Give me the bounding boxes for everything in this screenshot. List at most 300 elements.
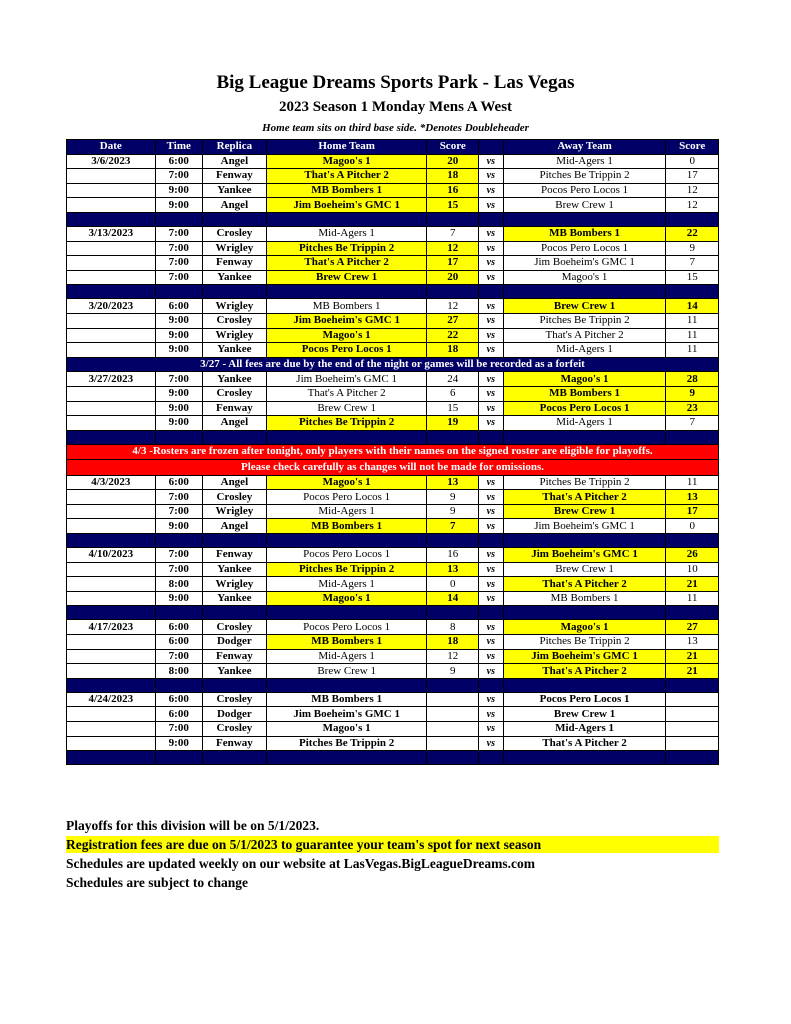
game-row bbox=[67, 226, 719, 241]
page-subtitle: 2023 Season 1 Monday Mens A West bbox=[278, 99, 513, 115]
home-team: MB Bombers 1 bbox=[266, 299, 427, 314]
game-date bbox=[67, 343, 156, 358]
home-team: Mid-Agers 1 bbox=[266, 504, 427, 519]
home-score: 24 bbox=[427, 372, 479, 387]
separator-cell bbox=[202, 212, 266, 226]
separator-cell bbox=[478, 751, 503, 765]
separator-cell bbox=[666, 606, 719, 620]
vs-label: vs bbox=[478, 198, 503, 213]
game-row bbox=[67, 736, 719, 751]
vs-label: vs bbox=[478, 692, 503, 707]
separator-cell bbox=[155, 212, 202, 226]
game-date: 3/6/2023 bbox=[67, 154, 156, 169]
game-replica: Fenway bbox=[202, 548, 266, 563]
game-row bbox=[67, 401, 719, 416]
away-score: 27 bbox=[666, 620, 719, 635]
away-score: 26 bbox=[666, 548, 719, 563]
game-row bbox=[67, 548, 719, 563]
header-vs bbox=[478, 140, 503, 155]
separator-cell bbox=[503, 285, 666, 299]
away-score: 12 bbox=[666, 198, 719, 213]
game-row bbox=[67, 722, 719, 737]
away-team: Jim Boeheim's GMC 1 bbox=[503, 548, 666, 563]
home-score: 9 bbox=[427, 664, 479, 679]
game-replica: Fenway bbox=[202, 169, 266, 184]
game-replica: Wrigley bbox=[202, 504, 266, 519]
separator-cell bbox=[478, 285, 503, 299]
game-row bbox=[67, 519, 719, 534]
week-separator bbox=[67, 212, 719, 226]
game-replica: Yankee bbox=[202, 343, 266, 358]
away-score: 17 bbox=[666, 169, 719, 184]
home-team: Jim Boeheim's GMC 1 bbox=[266, 707, 427, 722]
separator-cell bbox=[666, 678, 719, 692]
separator-cell bbox=[478, 606, 503, 620]
away-team: Mid-Agers 1 bbox=[503, 416, 666, 431]
week-separator bbox=[67, 606, 719, 620]
vs-label: vs bbox=[478, 548, 503, 563]
vs-label: vs bbox=[478, 519, 503, 534]
home-score: 0 bbox=[427, 577, 479, 592]
away-team: Brew Crew 1 bbox=[503, 504, 666, 519]
home-score: 18 bbox=[427, 169, 479, 184]
game-row bbox=[67, 562, 719, 577]
separator-cell bbox=[266, 285, 427, 299]
separator-cell bbox=[266, 606, 427, 620]
away-team: Magoo's 1 bbox=[503, 620, 666, 635]
game-date bbox=[67, 635, 156, 650]
away-score bbox=[666, 736, 719, 751]
home-team-note: Home team sits on third base side. *Denotes Doubleheader bbox=[262, 122, 529, 134]
game-replica: Fenway bbox=[202, 649, 266, 664]
home-team: Brew Crew 1 bbox=[266, 664, 427, 679]
home-score: 20 bbox=[427, 270, 479, 285]
game-time: 7:00 bbox=[155, 169, 202, 184]
game-replica: Angel bbox=[202, 154, 266, 169]
game-date bbox=[67, 169, 156, 184]
away-score: 28 bbox=[666, 372, 719, 387]
fees-announcement-row bbox=[67, 357, 719, 372]
vs-label: vs bbox=[478, 707, 503, 722]
away-team: Jim Boeheim's GMC 1 bbox=[503, 519, 666, 534]
separator-cell bbox=[266, 212, 427, 226]
registration-note: Registration fees are due on 5/1/2023 to guarantee your team's spot for next season bbox=[66, 836, 719, 853]
home-score bbox=[427, 722, 479, 737]
separator-cell bbox=[67, 606, 156, 620]
separator-cell bbox=[503, 751, 666, 765]
game-replica: Crosley bbox=[202, 490, 266, 505]
game-time: 7:00 bbox=[155, 722, 202, 737]
home-team: Brew Crew 1 bbox=[266, 270, 427, 285]
home-team: That's A Pitcher 2 bbox=[266, 256, 427, 271]
vs-label: vs bbox=[478, 401, 503, 416]
game-row bbox=[67, 313, 719, 328]
game-time: 6:00 bbox=[155, 475, 202, 490]
away-team: Pocos Pero Locos 1 bbox=[503, 183, 666, 198]
away-team: Mid-Agers 1 bbox=[503, 343, 666, 358]
vs-label: vs bbox=[478, 635, 503, 650]
game-date bbox=[67, 241, 156, 256]
game-time: 7:00 bbox=[155, 241, 202, 256]
vs-label: vs bbox=[478, 241, 503, 256]
home-score: 14 bbox=[427, 591, 479, 606]
game-time: 6:00 bbox=[155, 692, 202, 707]
vs-label: vs bbox=[478, 328, 503, 343]
away-team: That's A Pitcher 2 bbox=[503, 328, 666, 343]
away-team: Brew Crew 1 bbox=[503, 299, 666, 314]
separator-cell bbox=[266, 678, 427, 692]
game-replica: Angel bbox=[202, 475, 266, 490]
game-date bbox=[67, 591, 156, 606]
game-time: 9:00 bbox=[155, 198, 202, 213]
game-time: 7:00 bbox=[155, 504, 202, 519]
home-team: Pocos Pero Locos 1 bbox=[266, 343, 427, 358]
game-time: 9:00 bbox=[155, 328, 202, 343]
game-row bbox=[67, 707, 719, 722]
separator-cell bbox=[67, 678, 156, 692]
away-team: Pitches Be Trippin 2 bbox=[503, 169, 666, 184]
game-replica: Yankee bbox=[202, 664, 266, 679]
separator-cell bbox=[266, 430, 427, 444]
game-time: 7:00 bbox=[155, 649, 202, 664]
home-score: 20 bbox=[427, 154, 479, 169]
home-score bbox=[427, 736, 479, 751]
game-replica: Crosley bbox=[202, 386, 266, 401]
separator-cell bbox=[427, 212, 479, 226]
game-date bbox=[67, 416, 156, 431]
game-replica: Fenway bbox=[202, 256, 266, 271]
away-score: 23 bbox=[666, 401, 719, 416]
separator-cell bbox=[666, 751, 719, 765]
vs-label: vs bbox=[478, 416, 503, 431]
game-row bbox=[67, 591, 719, 606]
game-time: 6:00 bbox=[155, 154, 202, 169]
game-date bbox=[67, 722, 156, 737]
separator-cell bbox=[503, 534, 666, 548]
vs-label: vs bbox=[478, 475, 503, 490]
game-date bbox=[67, 386, 156, 401]
home-score: 12 bbox=[427, 299, 479, 314]
home-team: Pitches Be Trippin 2 bbox=[266, 416, 427, 431]
game-replica: Crosley bbox=[202, 722, 266, 737]
schedule-table bbox=[66, 139, 719, 765]
game-time: 7:00 bbox=[155, 372, 202, 387]
separator-cell bbox=[427, 534, 479, 548]
separator-cell bbox=[67, 534, 156, 548]
home-team: Jim Boeheim's GMC 1 bbox=[266, 198, 427, 213]
away-team: Pocos Pero Locos 1 bbox=[503, 692, 666, 707]
home-score: 7 bbox=[427, 519, 479, 534]
away-score: 14 bbox=[666, 299, 719, 314]
home-team: MB Bombers 1 bbox=[266, 692, 427, 707]
away-score: 22 bbox=[666, 226, 719, 241]
game-date bbox=[67, 490, 156, 505]
home-team: Mid-Agers 1 bbox=[266, 649, 427, 664]
away-team: Brew Crew 1 bbox=[503, 707, 666, 722]
away-score: 7 bbox=[666, 256, 719, 271]
away-score: 7 bbox=[666, 416, 719, 431]
away-team: MB Bombers 1 bbox=[503, 591, 666, 606]
home-score: 8 bbox=[427, 620, 479, 635]
roster-alert-row bbox=[67, 460, 719, 476]
separator-cell bbox=[67, 285, 156, 299]
separator-cell bbox=[155, 678, 202, 692]
separator-cell bbox=[266, 751, 427, 765]
home-score: 13 bbox=[427, 562, 479, 577]
separator-cell bbox=[202, 678, 266, 692]
home-score: 15 bbox=[427, 401, 479, 416]
away-team: That's A Pitcher 2 bbox=[503, 664, 666, 679]
game-date bbox=[67, 313, 156, 328]
game-replica: Crosley bbox=[202, 620, 266, 635]
separator-cell bbox=[427, 751, 479, 765]
home-score: 17 bbox=[427, 256, 479, 271]
game-date bbox=[67, 401, 156, 416]
game-time: 7:00 bbox=[155, 270, 202, 285]
separator-cell bbox=[155, 534, 202, 548]
away-score: 9 bbox=[666, 386, 719, 401]
subject-to-change-note: Schedules are subject to change bbox=[66, 875, 248, 890]
separator-cell bbox=[427, 606, 479, 620]
home-team: Pitches Be Trippin 2 bbox=[266, 562, 427, 577]
home-team: MB Bombers 1 bbox=[266, 519, 427, 534]
away-team: Jim Boeheim's GMC 1 bbox=[503, 649, 666, 664]
vs-label: vs bbox=[478, 490, 503, 505]
website-note: Schedules are updated weekly on our website at LasVegas.BigLeagueDreams.com bbox=[66, 856, 536, 871]
game-date: 3/20/2023 bbox=[67, 299, 156, 314]
page-title: Big League Dreams Sports Park - Las Vegas bbox=[216, 72, 575, 93]
separator-cell bbox=[427, 678, 479, 692]
game-date bbox=[67, 664, 156, 679]
game-date: 4/3/2023 bbox=[67, 475, 156, 490]
separator-cell bbox=[155, 751, 202, 765]
separator-cell bbox=[202, 751, 266, 765]
game-date bbox=[67, 649, 156, 664]
home-score: 15 bbox=[427, 198, 479, 213]
away-team: MB Bombers 1 bbox=[503, 386, 666, 401]
away-team: Mid-Agers 1 bbox=[503, 154, 666, 169]
home-score bbox=[427, 707, 479, 722]
header-away-score: Score bbox=[666, 140, 719, 155]
separator-cell bbox=[266, 534, 427, 548]
away-score: 21 bbox=[666, 649, 719, 664]
game-replica: Crosley bbox=[202, 226, 266, 241]
away-score: 15 bbox=[666, 270, 719, 285]
vs-label: vs bbox=[478, 386, 503, 401]
vs-label: vs bbox=[478, 372, 503, 387]
game-row bbox=[67, 635, 719, 650]
home-score: 18 bbox=[427, 343, 479, 358]
separator-cell bbox=[666, 534, 719, 548]
header-home-score: Score bbox=[427, 140, 479, 155]
separator-cell bbox=[202, 285, 266, 299]
game-date bbox=[67, 519, 156, 534]
vs-label: vs bbox=[478, 313, 503, 328]
away-score: 11 bbox=[666, 343, 719, 358]
vs-label: vs bbox=[478, 343, 503, 358]
vs-label: vs bbox=[478, 270, 503, 285]
game-time: 9:00 bbox=[155, 313, 202, 328]
away-team: Pitches Be Trippin 2 bbox=[503, 313, 666, 328]
game-time: 9:00 bbox=[155, 519, 202, 534]
home-team: MB Bombers 1 bbox=[266, 635, 427, 650]
home-team: Brew Crew 1 bbox=[266, 401, 427, 416]
roster-alert: 4/3 -Rosters are frozen after tonight, only players with their names on the signed roster are eligible for playoffs. bbox=[67, 444, 719, 460]
game-replica: Wrigley bbox=[202, 328, 266, 343]
roster-alert-row bbox=[67, 444, 719, 460]
game-replica: Dodger bbox=[202, 707, 266, 722]
home-team: Magoo's 1 bbox=[266, 591, 427, 606]
away-score bbox=[666, 707, 719, 722]
header-date: Date bbox=[67, 140, 156, 155]
game-date bbox=[67, 256, 156, 271]
home-score: 9 bbox=[427, 490, 479, 505]
away-score: 0 bbox=[666, 519, 719, 534]
home-team: Magoo's 1 bbox=[266, 328, 427, 343]
home-score: 12 bbox=[427, 649, 479, 664]
game-replica: Dodger bbox=[202, 635, 266, 650]
home-team: Magoo's 1 bbox=[266, 475, 427, 490]
week-separator bbox=[67, 534, 719, 548]
home-team: Jim Boeheim's GMC 1 bbox=[266, 372, 427, 387]
game-time: 7:00 bbox=[155, 256, 202, 271]
game-time: 7:00 bbox=[155, 548, 202, 563]
away-score bbox=[666, 722, 719, 737]
game-time: 6:00 bbox=[155, 299, 202, 314]
away-team: MB Bombers 1 bbox=[503, 226, 666, 241]
game-replica: Wrigley bbox=[202, 299, 266, 314]
away-team: Brew Crew 1 bbox=[503, 198, 666, 213]
home-team: Mid-Agers 1 bbox=[266, 226, 427, 241]
away-team: Pitches Be Trippin 2 bbox=[503, 635, 666, 650]
game-row bbox=[67, 343, 719, 358]
game-replica: Crosley bbox=[202, 692, 266, 707]
away-score: 0 bbox=[666, 154, 719, 169]
game-replica: Angel bbox=[202, 198, 266, 213]
game-date bbox=[67, 270, 156, 285]
game-date: 4/17/2023 bbox=[67, 620, 156, 635]
separator-cell bbox=[503, 606, 666, 620]
home-score: 16 bbox=[427, 548, 479, 563]
game-time: 9:00 bbox=[155, 736, 202, 751]
separator-cell bbox=[67, 212, 156, 226]
game-row bbox=[67, 664, 719, 679]
home-team: Pocos Pero Locos 1 bbox=[266, 620, 427, 635]
header-away-team: Away Team bbox=[503, 140, 666, 155]
game-replica: Wrigley bbox=[202, 577, 266, 592]
game-row bbox=[67, 256, 719, 271]
separator-cell bbox=[67, 751, 156, 765]
vs-label: vs bbox=[478, 649, 503, 664]
separator-cell bbox=[478, 212, 503, 226]
vs-label: vs bbox=[478, 299, 503, 314]
separator-cell bbox=[202, 534, 266, 548]
separator-cell bbox=[155, 285, 202, 299]
separator-cell bbox=[666, 430, 719, 444]
game-replica: Crosley bbox=[202, 313, 266, 328]
game-date bbox=[67, 736, 156, 751]
game-row bbox=[67, 169, 719, 184]
away-score: 13 bbox=[666, 490, 719, 505]
game-row bbox=[67, 241, 719, 256]
separator-cell bbox=[666, 212, 719, 226]
game-replica: Angel bbox=[202, 519, 266, 534]
game-time: 7:00 bbox=[155, 490, 202, 505]
vs-label: vs bbox=[478, 664, 503, 679]
vs-label: vs bbox=[478, 504, 503, 519]
header-row bbox=[67, 140, 719, 155]
week-separator bbox=[67, 751, 719, 765]
game-date: 3/13/2023 bbox=[67, 226, 156, 241]
home-score: 13 bbox=[427, 475, 479, 490]
game-row bbox=[67, 154, 719, 169]
game-date bbox=[67, 198, 156, 213]
away-team: Brew Crew 1 bbox=[503, 562, 666, 577]
game-row bbox=[67, 198, 719, 213]
game-replica: Yankee bbox=[202, 183, 266, 198]
vs-label: vs bbox=[478, 591, 503, 606]
separator-cell bbox=[155, 430, 202, 444]
game-date: 4/10/2023 bbox=[67, 548, 156, 563]
game-date: 4/24/2023 bbox=[67, 692, 156, 707]
separator-cell bbox=[67, 430, 156, 444]
week-separator bbox=[67, 678, 719, 692]
away-team: That's A Pitcher 2 bbox=[503, 577, 666, 592]
away-team: Mid-Agers 1 bbox=[503, 722, 666, 737]
game-date bbox=[67, 562, 156, 577]
header-home-team: Home Team bbox=[266, 140, 427, 155]
home-score: 7 bbox=[427, 226, 479, 241]
away-team: Pitches Be Trippin 2 bbox=[503, 475, 666, 490]
game-time: 9:00 bbox=[155, 343, 202, 358]
roster-alert: Please check carefully as changes will not be made for omissions. bbox=[67, 460, 719, 476]
game-row bbox=[67, 416, 719, 431]
header-replica: Replica bbox=[202, 140, 266, 155]
game-date bbox=[67, 328, 156, 343]
home-team: Pitches Be Trippin 2 bbox=[266, 736, 427, 751]
game-row bbox=[67, 270, 719, 285]
separator-cell bbox=[478, 430, 503, 444]
game-row bbox=[67, 490, 719, 505]
game-replica: Wrigley bbox=[202, 241, 266, 256]
playoffs-note: Playoffs for this division will be on 5/1/2023. bbox=[66, 818, 320, 833]
home-team: Magoo's 1 bbox=[266, 154, 427, 169]
game-row bbox=[67, 372, 719, 387]
game-row bbox=[67, 328, 719, 343]
game-time: 9:00 bbox=[155, 386, 202, 401]
week-separator bbox=[67, 430, 719, 444]
vs-label: vs bbox=[478, 183, 503, 198]
home-score: 16 bbox=[427, 183, 479, 198]
home-team: Jim Boeheim's GMC 1 bbox=[266, 313, 427, 328]
home-team: That's A Pitcher 2 bbox=[266, 169, 427, 184]
separator-cell bbox=[503, 430, 666, 444]
game-time: 7:00 bbox=[155, 562, 202, 577]
fees-announcement: 3/27 - All fees are due by the end of the night or games will be recorded as a forfeit bbox=[67, 357, 719, 372]
home-team: That's A Pitcher 2 bbox=[266, 386, 427, 401]
away-score: 11 bbox=[666, 591, 719, 606]
away-team: Magoo's 1 bbox=[503, 270, 666, 285]
game-date bbox=[67, 577, 156, 592]
vs-label: vs bbox=[478, 154, 503, 169]
separator-cell bbox=[202, 430, 266, 444]
away-score: 11 bbox=[666, 328, 719, 343]
home-score: 19 bbox=[427, 416, 479, 431]
away-score: 21 bbox=[666, 664, 719, 679]
game-date: 3/27/2023 bbox=[67, 372, 156, 387]
game-time: 7:00 bbox=[155, 226, 202, 241]
vs-label: vs bbox=[478, 226, 503, 241]
